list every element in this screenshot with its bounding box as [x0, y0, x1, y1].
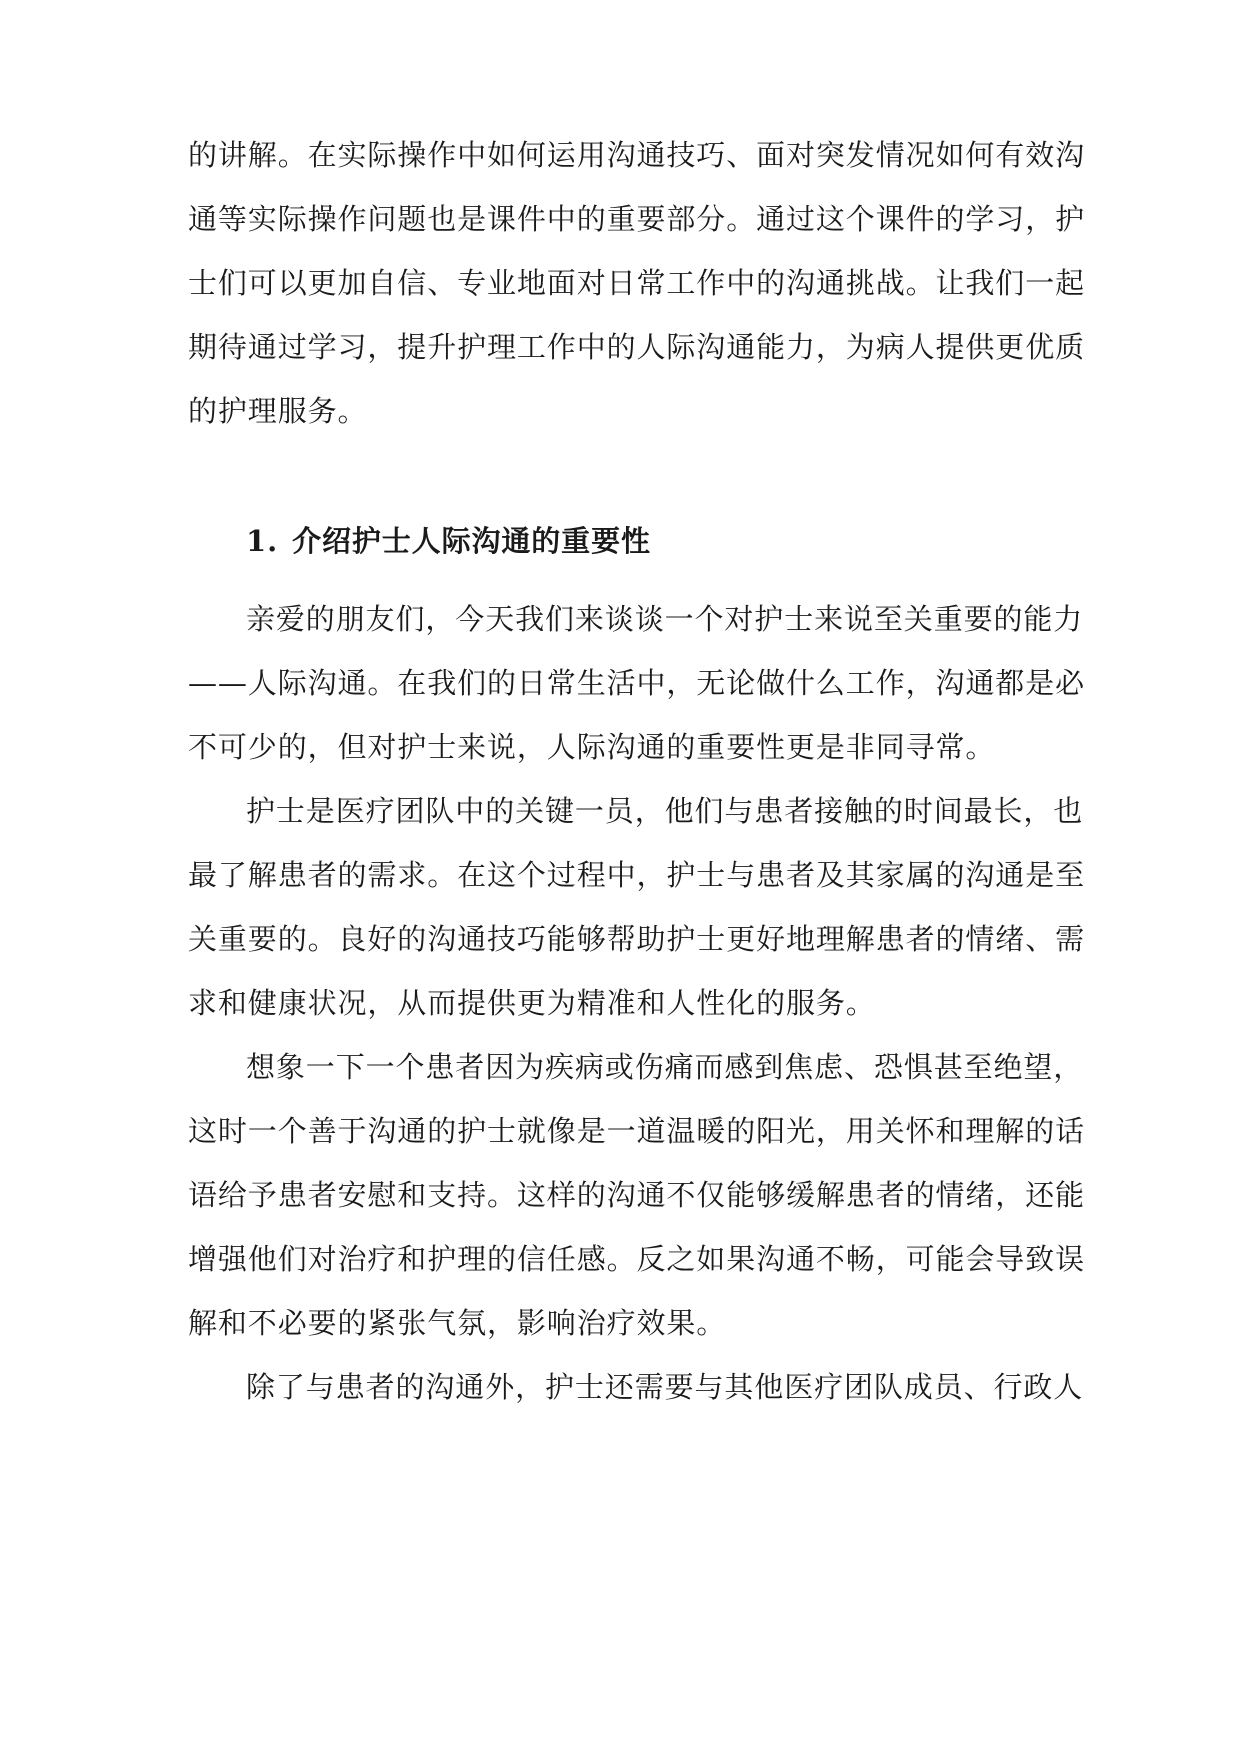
- text-line: 亲爱的朋友们，今天我们来谈谈一个对护士来说至关重要的能力: [246, 602, 1084, 636]
- text-line: ——人际沟通。在我们的日常生活中，无论做什么工作，沟通都是必: [188, 666, 1086, 700]
- text-line: 的讲解。在实际操作中如何运用沟通技巧、面对突发情况如何有效沟: [188, 138, 1086, 172]
- text-line: 增强他们对治疗和护理的信任感。反之如果沟通不畅，可能会导致误: [188, 1242, 1086, 1276]
- text-line: 关重要的。良好的沟通技巧能够帮助护士更好地理解患者的情绪、需: [188, 922, 1086, 956]
- text-line: 求和健康状况，从而提供更为精准和人性化的服务。: [188, 986, 876, 1020]
- text-line: 的护理服务。: [188, 394, 368, 428]
- text-line: 除了与患者的沟通外，护士还需要与其他医疗团队成员、行政人: [246, 1370, 1084, 1404]
- text-line: 期待通过学习，提升护理工作中的人际沟通能力，为病人提供更优质: [188, 330, 1086, 364]
- text-line: 最了解患者的需求。在这个过程中，护士与患者及其家属的沟通是至: [188, 858, 1086, 892]
- text-line: 这时一个善于沟通的护士就像是一道温暖的阳光，用关怀和理解的话: [188, 1114, 1086, 1148]
- text-line: 护士是医疗团队中的关键一员，他们与患者接触的时间最长，也: [246, 794, 1084, 828]
- text-line: 解和不必要的紧张气氛，影响治疗效果。: [188, 1306, 727, 1340]
- section-number: 1.: [246, 524, 279, 558]
- section-heading: [246, 511, 1058, 571]
- section-title: 介绍护士人际沟通的重要性: [292, 524, 651, 558]
- text-line: 语给予患者安慰和支持。这样的沟通不仅能够缓解患者的情绪，还能: [188, 1178, 1086, 1212]
- text-line: 想象一下一个患者因为疾病或伤痛而感到焦虑、恐惧甚至绝望，: [246, 1050, 1084, 1084]
- text-line: 通等实际操作问题也是课件中的重要部分。通过这个课件的学习，护: [188, 202, 1086, 236]
- text-line: 士们可以更加自信、专业地面对日常工作中的沟通挑战。让我们一起: [188, 266, 1086, 300]
- text-line: 不可少的，但对护士来说，人际沟通的重要性更是非同寻常。: [188, 730, 996, 764]
